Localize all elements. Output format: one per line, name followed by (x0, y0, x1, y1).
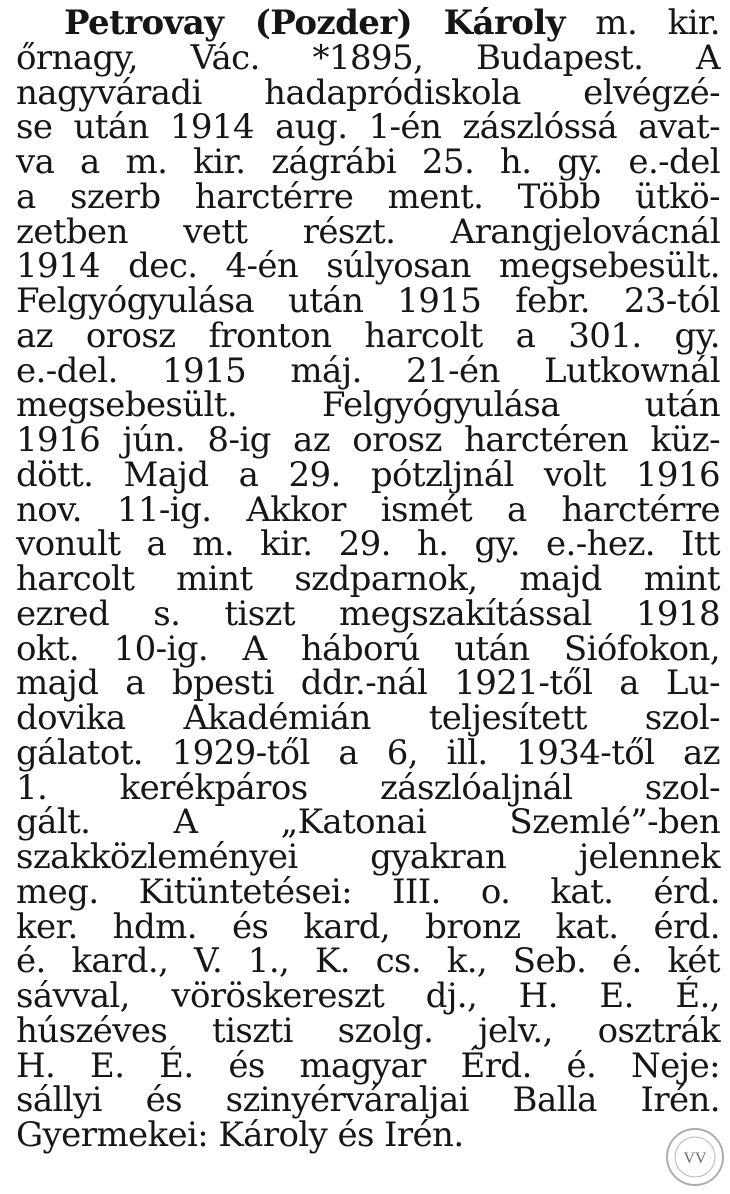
text-line-19: okt. 10-ig. A háború után Siófokon, (16, 628, 720, 669)
text-line-30: húszéves tiszti szolg. jelv., osztrák (16, 1010, 720, 1051)
text-line-31: H. E. É. és magyar Érd. é. Neje: (16, 1045, 720, 1086)
text-line-17: harcolt mint szdparnok, majd mint (16, 559, 720, 599)
text-line-8: 1914 dec. 4-én súlyosan megsebesült. (16, 246, 720, 287)
text-line-29: sávval, vöröskereszt dj., H. E. É., (16, 976, 720, 1016)
text-line-5: va a m. kir. zágrábi 25. h. gy. e.-del (16, 142, 720, 182)
text-line-13: 1916 jún. 8-ig az orosz harctéren küz- (16, 420, 720, 460)
text-line-23: 1. kerékpáros zászlóaljnál szol- (16, 767, 720, 808)
text-line-32: sállyi és szinyérváraljai Balla Irén. (16, 1080, 720, 1121)
text-line-33: Gyermekei: Károly és Irén. (16, 1115, 464, 1155)
text-line-4: se után 1914 aug. 1-én zászlóssá avat- (16, 107, 720, 148)
text-line-14: dött. Majd a 29. pótzljnál volt 1916 (16, 454, 720, 495)
text-line-26: meg. Kitüntetései: III. o. kat. érd. (16, 871, 720, 912)
text-line-7: zetben vett részt. Arangjelovácnál (16, 211, 720, 252)
library-seal-stamp (664, 1126, 726, 1188)
biography-text (16, 3, 721, 1186)
text-line-11: e.-del. 1915 máj. 21-én Lutkownál (16, 350, 720, 391)
text-line-1: Petrovay (Pozder) Károly m. kir. (64, 3, 721, 43)
text-line-2: őrnagy, Vác. *1895, Budapest. A (16, 37, 720, 78)
text-line-9: Felgyógyulása után 1915 febr. 23-tól (16, 281, 720, 321)
seal-monogram: VV (683, 1150, 707, 1167)
text-line-25: szakközleményei gyakran jelennek (16, 837, 720, 877)
text-line-28: é. kard., V. 1., K. cs. k., Seb. é. két (16, 941, 720, 982)
text-line-24: gált. A „Katonai Szemlé”-ben (16, 802, 720, 843)
text-line-22: gálatot. 1929-től a 6, ill. 1934-től az (16, 732, 720, 773)
text-line-21: dovika Akadémián teljesített szol- (16, 698, 720, 738)
text-line-12: megsebesült. Felgyógyulása után (16, 385, 720, 426)
text-line-27: ker. hdm. és kard, bronz kat. érd. (16, 906, 720, 947)
text-line-16: vonult a m. kir. 29. h. gy. e.-hez. Itt (16, 524, 720, 565)
text-line-3: nagyváradi hadapródiskola elvégzé- (16, 72, 720, 113)
text-line-15: nov. 11-ig. Akkor ismét a harctérre (16, 489, 720, 530)
text-line-18: ezred s. tiszt megszakítással 1918 (16, 593, 720, 634)
text-line-20: majd a bpesti ddr.-nál 1921-től a Lu- (16, 663, 720, 704)
text-line-6: a szerb harctérre ment. Több ütkö- (16, 176, 720, 217)
person-name: Petrovay (Pozder) Károly (64, 3, 565, 43)
text-line-10: az orosz fronton harcolt a 301. gy. (16, 315, 720, 356)
